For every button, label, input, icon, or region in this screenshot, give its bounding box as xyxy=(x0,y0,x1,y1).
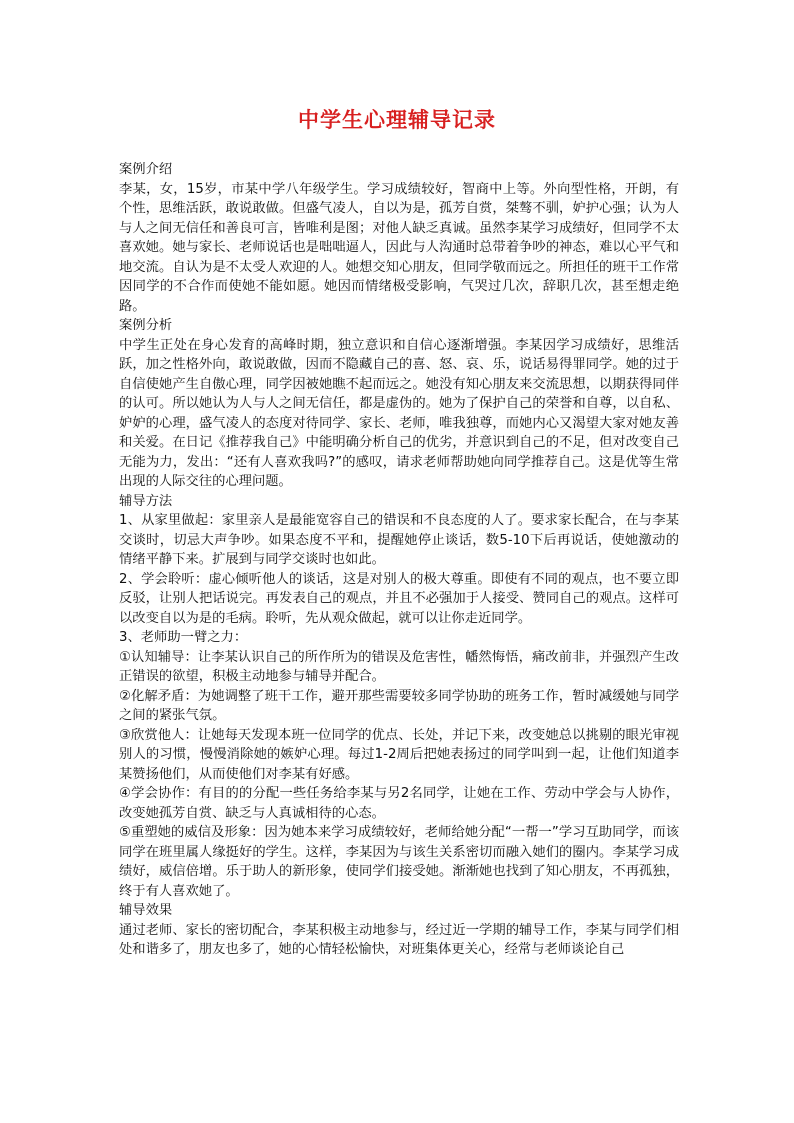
section-heading-effect: 辅导效果 xyxy=(119,903,173,918)
section-heading-case-intro: 案例介绍 xyxy=(119,162,173,177)
section-heading-case-analysis: 案例分析 xyxy=(119,318,173,333)
paragraph: ①认知辅导：让李某认识自己的所作所为的错误及危害性，幡然悔悟，痛改前非，并强烈产生改正错误的欲望，积极主动地参与辅导并配合。 xyxy=(119,649,679,684)
paragraph: 1、从家里做起：家里亲人是最能宽容自己的错误和不良态度的人了。要求家长配合，在与李某交谈时，切忌大声争吵。如果态度不平和，提醒她停止谈话，数5-10下后再说话，使她激动的情绪平静下来。扩展到与同学交谈时也如此。 xyxy=(119,513,679,567)
paragraph: 通过老师、家长的密切配合，李某积极主动地参与，经过近一学期的辅导工作，李某与同学们相处和谐多了，朋友也多了，她的心情轻松愉快，对班集体更关心，经常与老师谈论自己 xyxy=(119,922,679,957)
paragraph: ④学会协作：有目的的分配一些任务给李某与另2名同学，让她在工作、劳动中学会与人协作，改变她孤芳自赏、缺乏与人真诚相待的心态。 xyxy=(119,786,679,821)
document-title: 中学生心理辅导记录 xyxy=(298,107,496,132)
document-body xyxy=(119,160,679,960)
paragraph: ⑤重塑她的威信及形象：因为她本来学习成绩较好，老师给她分配“一帮一”学习互助同学，而该同学在班里属人缘挺好的学生。这样，李某因为与该生关系密切而融入她们的圈内。李某学习成绩好，威信倍增。乐于助人的新形象，使同学们接受她。渐渐她也找到了知心朋友，不再孤独，终于有人喜欢她了。 xyxy=(119,825,679,899)
paragraph: 中学生正处在身心发育的高峰时期，独立意识和自信心逐渐增强。李某因学习成绩好，思维活跃，加之性格外向，敢说敢做，因而不隐藏自己的喜、怒、哀、乐，说话易得罪同学。她的过于自信使她产生自傲心理，同学因被她瞧不起而远之。她没有知心朋友来交流思想，以期获得同伴的认可。所以她认为人与人之间无信任，都是虚伪的。她为了保护自己的荣誉和自尊，以自私、妒妒的心理，盛气凌人的态度对待同学、家长、老师，唯我独尊，而她内心又渴望大家对她友善和关爱。在日记《推荐我自己》中能明确分析自己的优劣，并意识到自己的不足，但对改变自己无能为力，发出：“还有人喜欢我吗?”的感叹，请求老师帮助她向同学推荐自己。这是优等生常出现的人际交往的心理问题。 xyxy=(119,337,679,489)
paragraph: 李某，女，15岁，市某中学八年级学生。学习成绩较好，智商中上等。外向型性格，开朗，有个性，思维活跃，敢说敢做。但盛气凌人，自以为是，孤芳自赏，桀骜不驯，妒护心强；认为人与人之间无信任和善良可言，皆唯利是图；对他人缺乏真诚。虽然李某学习成绩好，但同学不太喜欢她。她与家长、老师说话也是咄咄逼人，因此与人沟通时总带着争吵的神态，难以心平气和地交流。自认为是不太受人欢迎的人。她想交知心朋友，但同学敬而远之。所担任的班干工作常因同学的不合作而使她不能如愿。她因而情绪极受影响，气哭过几次，辞职几次，甚至想走绝路。 xyxy=(119,181,679,314)
section-heading-methods: 辅导方法 xyxy=(119,493,173,509)
paragraph: 2、学会聆听：虚心倾听他人的谈话，这是对别人的极大尊重。即使有不同的观点，也不要立即反驳，让别人把话说完。再发表自己的观点，并且不必强加于人接受、赞同自己的观点。这样可以改变自以为是的毛病。聆听，先从观众做起，就可以让你走近同学。 xyxy=(119,571,679,626)
paragraph: ②化解矛盾：为她调整了班干工作，避开那些需要较多同学协助的班务工作，暂时减缓她与同学之间的紧张气氛。 xyxy=(119,688,679,723)
paragraph: 3、老师助一臂之力： xyxy=(119,630,248,645)
paragraph: ③欣赏他人：让她每天发现本班一位同学的优点、长处，并记下来，改变她总以挑剔的眼光审视别人的习惯，慢慢消除她的嫉妒心理。每过1-2周后把她表扬过的同学叫到一起，让他们知道李某赞扬他们，从而使他们对李某有好感。 xyxy=(119,727,679,782)
